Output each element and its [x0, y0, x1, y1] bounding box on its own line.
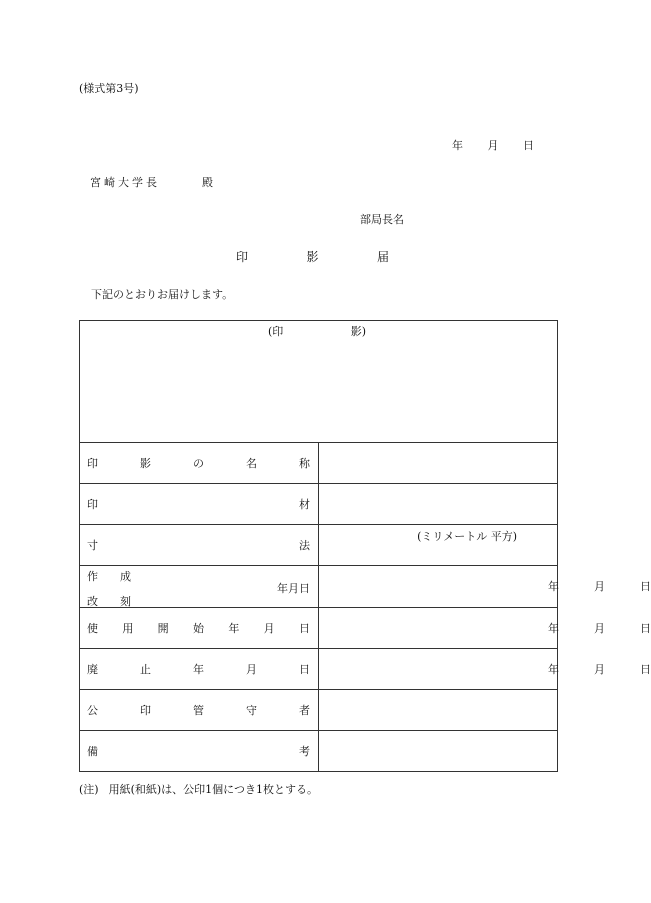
date-year-unit: 年: [548, 580, 559, 593]
date-month-unit: 月: [594, 580, 605, 593]
label-char: 改: [87, 595, 98, 608]
seal-registration-table: [79, 320, 651, 772]
title-char-1: 印: [236, 250, 249, 264]
addressee-honorific: 殿: [202, 176, 213, 189]
date-year-unit: 年: [548, 663, 559, 676]
label-char: 刻: [120, 595, 131, 608]
custodian-label: [80, 690, 319, 731]
intro-text: 下記のとおりお届けします。: [91, 288, 234, 301]
abolish-date-label: [80, 649, 319, 690]
footnote-label: (注): [79, 783, 99, 796]
custodian-field[interactable]: [319, 690, 558, 731]
seal-name-field[interactable]: [319, 443, 558, 484]
document-title: [236, 248, 389, 265]
created-date-label: [80, 566, 319, 608]
imprint-caption-close: 影): [350, 325, 366, 338]
label-char: 印: [87, 498, 98, 511]
addressee: [90, 174, 213, 190]
label-char: 称: [299, 457, 310, 470]
title-char-2: 影: [306, 250, 319, 264]
created-date-field[interactable]: [319, 566, 651, 608]
label-char: 年月日: [277, 582, 310, 595]
material-field[interactable]: [319, 484, 558, 525]
label-char: 管: [193, 704, 204, 717]
label-char: 守: [246, 704, 257, 717]
date-day-unit: 日: [523, 139, 534, 152]
date-month-unit: 月: [487, 139, 499, 152]
label-char: 始: [192, 622, 204, 635]
label-char: 名: [246, 457, 257, 470]
label-char: 考: [299, 745, 310, 758]
label-char: 月: [246, 663, 257, 676]
material-label: [80, 484, 319, 525]
seal-name-label: [80, 443, 319, 484]
label-char: 用: [122, 622, 134, 635]
size-label: [80, 525, 319, 566]
footnote-text: 用紙(和紙)は、公印1個につき1枚とする。: [108, 783, 318, 796]
label-char: 者: [299, 704, 310, 717]
label-char: 公: [87, 704, 98, 717]
addressee-name: 宮崎大学長: [90, 176, 160, 189]
label-char: 成: [120, 570, 131, 583]
date-day-unit: 日: [640, 663, 651, 676]
date-year-unit: 年: [548, 622, 559, 635]
remarks-field[interactable]: [319, 731, 558, 772]
label-char: 備: [87, 745, 98, 758]
imprint-caption: [268, 323, 366, 339]
size-field[interactable]: [319, 525, 558, 566]
date-month-unit: 月: [594, 663, 605, 676]
form-number: (様式第3号): [79, 82, 139, 95]
start-date-label: [80, 608, 319, 649]
label-char: 法: [299, 539, 310, 552]
label-char: 日: [298, 622, 310, 635]
footnote: [79, 781, 318, 797]
date-day-unit: 日: [640, 622, 651, 635]
label-char: 作: [87, 570, 98, 583]
imprint-caption-open: (印: [268, 325, 284, 338]
submission-date: [452, 137, 534, 153]
label-char: 材: [299, 498, 310, 511]
date-year-unit: 年: [452, 139, 463, 152]
start-date-field[interactable]: [319, 608, 651, 649]
label-char: 廃: [87, 663, 98, 676]
seal-imprint-area[interactable]: [80, 321, 558, 443]
label-char: 月: [263, 622, 275, 635]
remarks-label: [80, 731, 319, 772]
abolish-date-field[interactable]: [319, 649, 651, 690]
date-month-unit: 月: [594, 622, 605, 635]
label-char: 印: [87, 457, 98, 470]
date-day-unit: 日: [640, 580, 651, 593]
label-char: 止: [140, 663, 151, 676]
label-char: 年: [228, 622, 240, 635]
label-char: の: [193, 457, 204, 470]
label-char: 年: [193, 663, 204, 676]
label-char: 印: [140, 704, 151, 717]
label-char: 影: [140, 457, 151, 470]
label-char: 寸: [87, 539, 98, 552]
label-char: 日: [299, 663, 310, 676]
title-char-3: 届: [376, 250, 389, 264]
label-char: 開: [157, 622, 169, 635]
label-char: 使: [87, 622, 98, 635]
size-unit-note: (ミリメートル 平方): [417, 530, 517, 543]
department-head-name: 部局長名: [360, 213, 404, 226]
